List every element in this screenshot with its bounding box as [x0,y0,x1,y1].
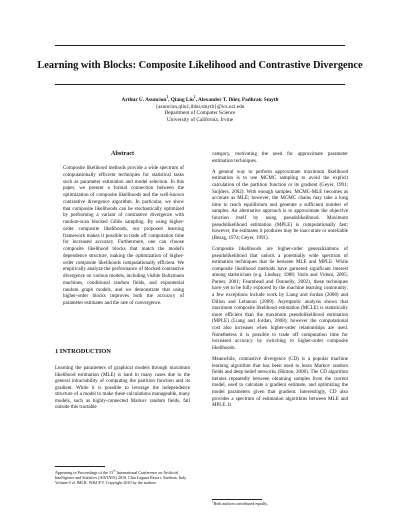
footnote-text: Both authors contributed equally. [213,501,269,506]
author-first: Arthur U. Asuncion [121,97,167,103]
right-paragraph-4: Meanwhile, contrastive divergence (CD) is a popular machine learning algorithm that has been used to learn Markov random fields and deep belief networks (Hinton, 2000). The CD algorithm iterates repeatedly between obtaining samples from the current model, used to calculate a gradient estimate, and optimizing the model parameters given that gradient. Interestingly, CD also provides a spectrum of estimation algorithms between MLE and MPLE. It [212,356,348,409]
footnote-mark: 1 [212,499,214,504]
author-mark-2: 1 [193,95,196,100]
right-paragraph-3: Composite likelihoods are higher-order generalizations of pseudolikelihood that unlock a potentially wide spectrum of estimation techniques that lie between MLE and MPLE. While composite likelihood methods have garnered significant interest among statisticians (e.g. Lindsay, 1988; Varin and Vidoni, 2005; Parner, 2001; Fearnhead and Donnelly, 2002), these techniques have yet to be fully explored by the machine learning community; a few exceptions include work by Liang and Jordan (2008) and Dillon and Lebanon (2009). Asymptotic analysis shows that maximum composite likelihood estimation (MCLE) is statistically more efficient than the maximum pseudolikelihood estimation (MPLE) (Liang and Jordan, 2008); however the computational cost also increases when higher-order relationships are used. Nonetheless it is possible to trade off computation time for increased accuracy by switching to higher-order composite likelihoods. [212,245,348,351]
right-paragraph-1: category, motivating the need for approximate parameter estimation techniques. [212,151,348,164]
intro-text: Learning the parameters of graphical models through maximum likelihood estimation (MLE) is hard in many cases due to the general intractability of computing the partition function and its gradient. While it is possible to leverage the independence structure of a model to make these calculations manageable, many models, such as highly-connected Markov random fields, fall outside this tractable [55,365,190,411]
author-university: University of California, Irvine [166,116,234,123]
right-column [212,151,348,413]
proceedings-footnote [55,470,190,485]
footnote-rule-right [212,499,262,500]
author-block [0,97,400,123]
footnote-line-2: International Conference on Artificial Intelligence and Statistics (AISTATS) 2010, Chia Laguna Resort, Sardinia, Italy. Volume 9 of JMLR: W&CP 9. Copyright 2010 by the authors. [55,470,187,486]
footnote-line-1: Appearing in Proceedings of the 13 [55,470,114,475]
top-rule [55,45,345,46]
author-emails: {asuncion,qliu1,ihler,smyth}@ics.uci.edu [155,103,245,110]
footnote-sup: th [113,468,116,473]
title-rule [55,84,345,85]
intro-heading: 1 INTRODUCTION [55,348,111,355]
author-second: , Qiang Liu [168,97,194,103]
footnote-rule-left [55,466,105,467]
paper-title: Learning with Blocks: Composite Likelihood and Contrastive Divergence [37,60,363,71]
author-others: , Alexander T. Ihler, Padhraic Smyth [195,97,279,103]
equal-contribution-footnote [212,501,348,506]
author-department: Department of Computer Science [164,110,236,116]
abstract-heading: Abstract [110,150,135,157]
author-mark: 1 [166,95,169,100]
right-paragraph-2: A general way to perform approximate maximum likelihood estimation is to use MCMC sampling to avoid the explicit calculation of the partition function or its gradient (Geyer, 1991; Snijders, 2002). With enough samples, MCMC-MLE becomes as accurate as MLE; however, the MCMC chains may take a long time to reach equilibrium and generate a sufficient number of samples. An alternative approach is to approximate the objective function itself by using pseudolikelihood. Maximum pseudolikelihood estimation (MPLE) is computationally fast; however, the estimates it produces may be inaccurate or unreliable (Besag, 1974; Geyer, 1991). [212,168,348,241]
abstract-text: Composite likelihood methods provide a wide spectrum of computationally efficient techniques for statistical tasks such as parameter estimation and model selection. In this paper, we present a formal connection between the optimization of composite likelihoods and the well-known contrastive divergence algorithm. In particular, we show that composite likelihoods can be stochastically optimized by performing a variant of contrastive divergence with random-scan blocked Gibbs sampling. By using higher-order composite likelihoods, our proposed learning framework makes it possible to trade off computation time for increased accuracy. Furthermore, one can choose composite likelihood blocks that match the model's dependence structure, making the optimization of higher-order composite likelihoods computationally efficient. We empirically analyze the performance of blocked contrastive divergence on various models, including visible Boltzmann machines, conditional random fields, and exponential random graph models, and we demonstrate that using higher-order blocks improves both the accuracy of parameter estimates and the rate of convergence. [63,165,184,306]
